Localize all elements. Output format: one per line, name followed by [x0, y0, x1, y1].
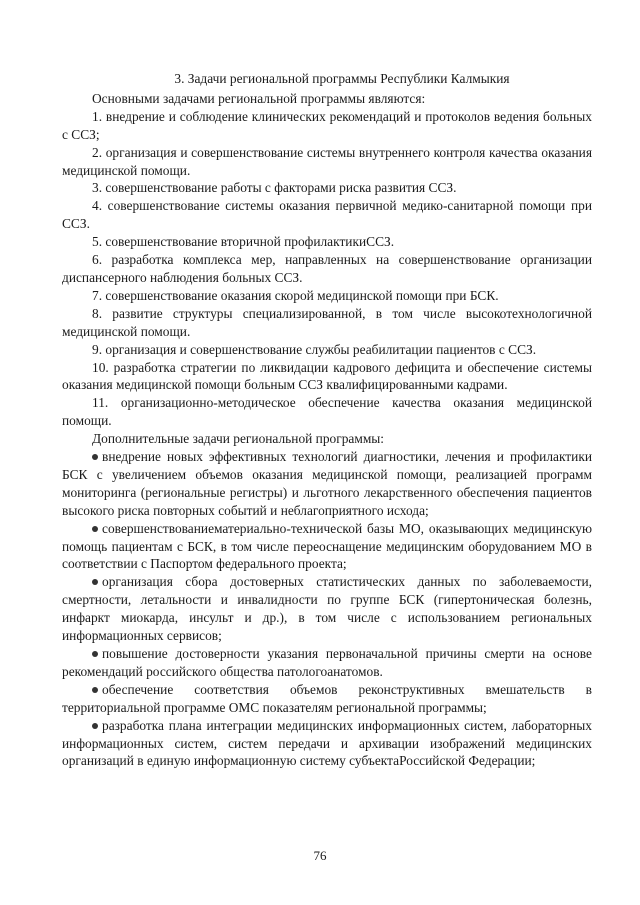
intro-paragraph: Основными задачами региональной программы являются:: [92, 90, 426, 106]
main-task-item: 3. совершенствование работы с факторами риска развития ССЗ.: [92, 180, 457, 196]
main-task-item: 10. разработка стратегии по ликвидации кадрового дефицита и обеспечение системы оказания медицинской помощи больным ССЗ квалифицированными кадрами.: [62, 359, 592, 393]
main-task-item: 11. организационно-методическое обеспечение качества оказания медицинской помощи.: [62, 395, 592, 429]
main-task-item: 9. организация и совершенствование службы реабилитации пациентов с ССЗ.: [92, 341, 537, 357]
bullet-icon: [92, 651, 98, 657]
additional-task-text: совершенствованиематериально-технической базы МО, оказывающих медицинскую помощь пациентам с БСК, в том числе переоснащение медицинским оборудованием МО в соответствии с Паспортом федерального проекта;: [62, 520, 592, 572]
main-task-item: 2. организация и совершенствование системы внутреннего контроля качества оказания медицинской помощи.: [62, 144, 592, 178]
document-page: [62, 70, 592, 770]
main-task-item: 8. развитие структуры специализированной, в том числе высокотехнологичной медицинской помощи.: [62, 305, 592, 339]
additional-task-item: [62, 717, 592, 771]
additional-task-text: обеспечение соответствия объемов реконструктивных вмешательств в территориальной программе ОМС показателям региональной программы;: [62, 681, 592, 715]
additional-task-text: повышение достоверности указания первоначальной причины смерти на основе рекомендаций российского общества патологоанатомов.: [62, 646, 592, 679]
additional-task-item: [62, 645, 592, 681]
additional-task-item: [62, 681, 592, 717]
bullet-icon: [92, 526, 98, 532]
additional-task-text: организация сбора достоверных статистических данных по заболеваемости, смертности, летальности и инвалидности по группе БСК (гипертоническая болезнь, инфаркт миокарда, инсульт и др.), в том числе с использованием региональных информационных сервисов;: [62, 574, 592, 644]
additional-intro-paragraph: Дополнительные задачи региональной программы:: [92, 431, 385, 447]
bullet-icon: [92, 454, 98, 460]
main-task-list: [62, 108, 592, 430]
bullet-icon: [92, 687, 98, 693]
additional-task-item: [62, 573, 592, 645]
bullet-icon: [92, 723, 98, 729]
additional-task-item: [62, 448, 592, 520]
main-task-item: 7. совершенствование оказания скорой медицинской помощи при БСК.: [92, 287, 499, 303]
main-task-item: 5. совершенствование вторичной профилактикиССЗ.: [92, 234, 395, 250]
page-number: 76: [313, 848, 327, 863]
section-heading: 3. Задачи региональной программы Республики Калмыкия: [174, 71, 510, 86]
main-task-item: 6. разработка комплекса мер, направленных на совершенствование организации диспансерного наблюдения больных ССЗ.: [62, 252, 592, 285]
bullet-icon: [92, 579, 98, 585]
additional-task-item: [62, 520, 592, 574]
additional-task-text: разработка плана интеграции медицинских информационных систем, лабораторных информационных систем, систем передачи и архивации изображений медицинских организаций в единую информационную систему субъектаРоссийской Федерации;: [62, 717, 592, 769]
additional-task-list: [62, 448, 592, 770]
main-task-item: 4. совершенствование системы оказания первичной медико-санитарной помощи при ССЗ.: [62, 198, 592, 232]
additional-task-text: внедрение новых эффективных технологий диагностики, лечения и профилактики БСК с увеличением объемов оказания медицинской помощи, реализацией программ мониторинга (региональные регистры) и льготного лекарственного обеспечения пациентов высокого риска повторных событий и неблагоприятного исхода;: [62, 449, 592, 518]
main-task-item: 1. внедрение и соблюдение клинических рекомендаций и протоколов ведения больных с ССЗ;: [62, 108, 592, 142]
